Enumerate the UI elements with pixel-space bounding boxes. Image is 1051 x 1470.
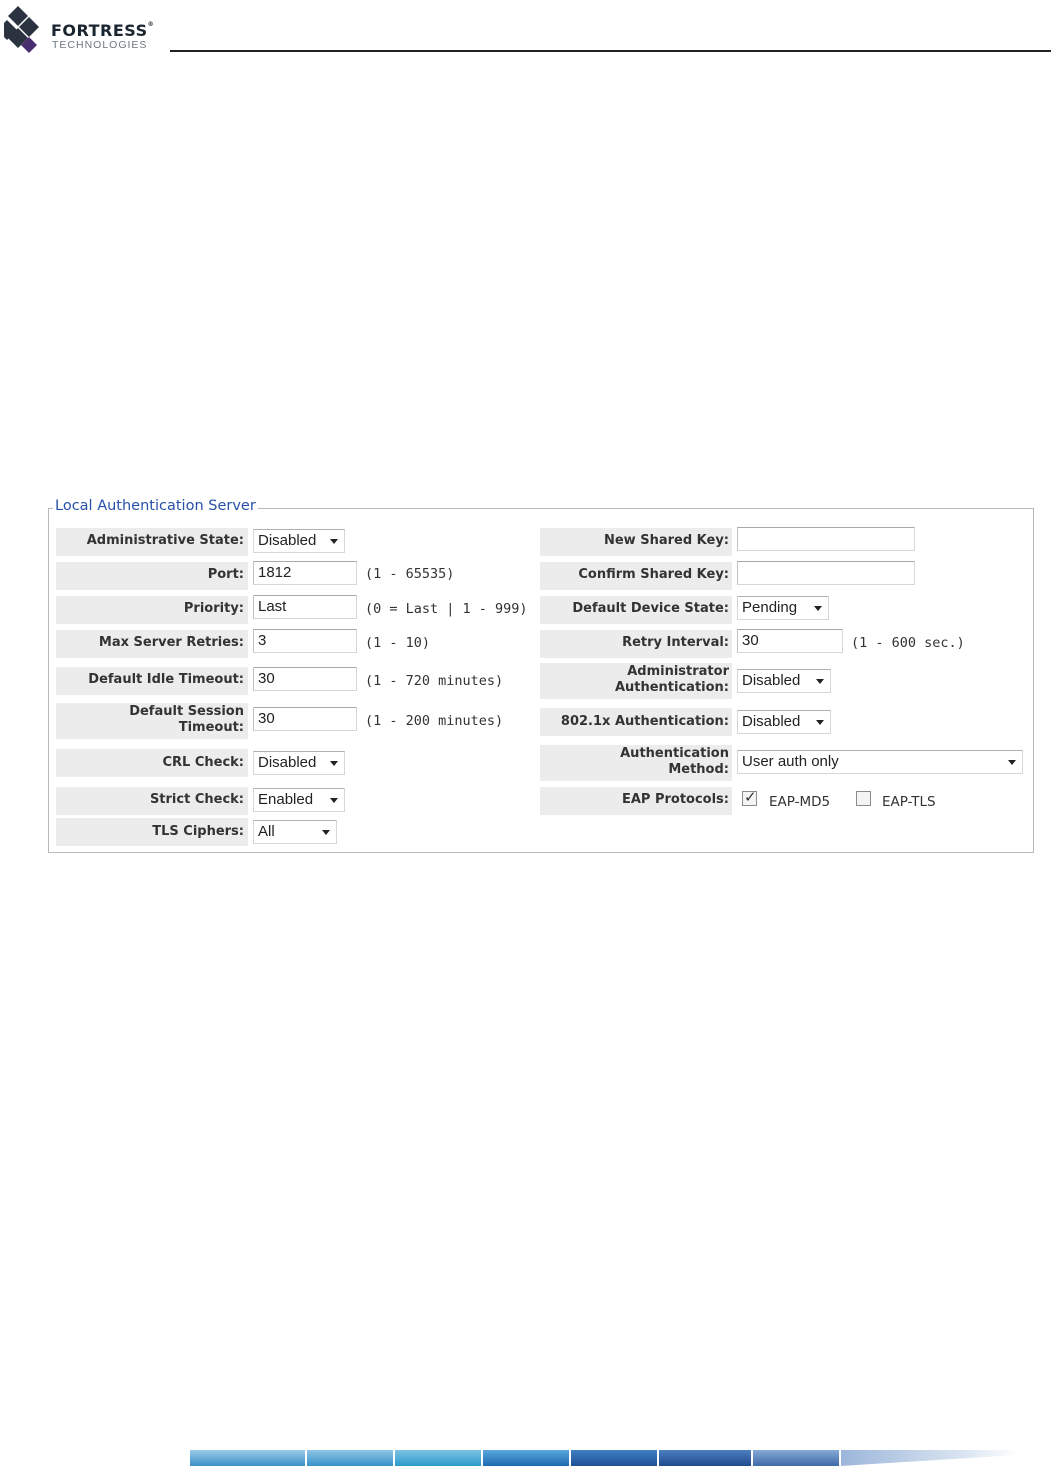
label-default-idle-timeout: Default Idle Timeout: (88, 672, 244, 687)
label-default-device-state: Default Device State: (572, 601, 729, 616)
chevron-down-icon (1008, 760, 1016, 765)
default-device-state-value: Pending (742, 599, 798, 616)
eap-tls-checkbox[interactable] (856, 791, 871, 806)
priority-input[interactable]: Last (253, 595, 357, 619)
confirm-shared-key-input[interactable] (737, 561, 915, 585)
logo-wordmark: FORTRESS® (51, 21, 155, 40)
eap-md5-checkbox[interactable] (742, 791, 757, 806)
authentication-method-select[interactable] (737, 750, 1023, 774)
footer-segment (307, 1450, 393, 1466)
strict-check-select[interactable] (253, 788, 345, 812)
retry-interval-input[interactable]: 30 (737, 629, 843, 653)
label-crl-check: CRL Check: (162, 755, 244, 770)
strict-check-value: Enabled (258, 791, 314, 808)
footer-segment (190, 1450, 305, 1466)
panel-legend: Local Authentication Server (55, 498, 256, 514)
label-eap-protocols: EAP Protocols: (621, 792, 729, 807)
footer-segment (395, 1450, 481, 1466)
chevron-down-icon (322, 830, 330, 835)
port-input[interactable]: 1812 (253, 561, 357, 585)
chevron-down-icon (814, 606, 822, 611)
default-session-timeout-hint: (1 - 200 minutes) (365, 713, 504, 729)
max-server-retries-input[interactable]: 3 (253, 629, 357, 653)
chevron-down-icon (330, 539, 338, 544)
footer-segment (659, 1450, 751, 1466)
label-default-session-timeout: Default Session Timeout: (129, 704, 244, 735)
header-divider (170, 50, 1051, 52)
eap-md5-label: EAP-MD5 (769, 794, 831, 810)
crl-check-value: Disabled (258, 754, 317, 771)
label-port: Port: (207, 567, 244, 582)
new-shared-key-input[interactable] (737, 527, 915, 551)
footer-segment (753, 1450, 839, 1466)
priority-hint: (0 = Last | 1 - 999) (365, 601, 528, 617)
label-max-server-retries: Max Server Retries: (98, 635, 244, 650)
footer-segment (841, 1450, 1020, 1466)
page-header (0, 0, 1051, 60)
administrative-state-select[interactable] (253, 529, 345, 553)
tls-ciphers-select[interactable] (253, 820, 337, 844)
label-new-shared-key: New Shared Key: (603, 533, 729, 548)
label-priority: Priority: (183, 601, 244, 616)
chevron-down-icon (816, 720, 824, 725)
default-idle-timeout-hint: (1 - 720 minutes) (365, 673, 504, 689)
default-device-state-select[interactable] (737, 596, 829, 620)
label-confirm-shared-key: Confirm Shared Key: (578, 567, 729, 582)
authentication-method-value: User auth only (742, 753, 839, 770)
administrator-authentication-value: Disabled (742, 672, 801, 689)
logo-tagline: TECHNOLOGIES (52, 39, 148, 51)
label-retry-interval: Retry Interval: (622, 635, 729, 650)
footer-segment (571, 1450, 657, 1466)
label-administrative-state: Administrative State: (86, 533, 244, 548)
label-strict-check: Strict Check: (149, 792, 244, 807)
default-session-timeout-input[interactable]: 30 (253, 707, 357, 731)
8021x-authentication-select[interactable] (737, 710, 831, 734)
port-hint: (1 - 65535) (365, 566, 455, 582)
eap-tls-label: EAP-TLS (882, 794, 936, 810)
checkmark-icon: ✓ (744, 789, 757, 806)
label-authentication-method: Authentication Method: (620, 746, 729, 777)
chevron-down-icon (330, 798, 338, 803)
label-8021x-authentication: 802.1x Authentication: (560, 714, 729, 729)
footer-segment (483, 1450, 569, 1466)
footer-decorative-bar (190, 1450, 1020, 1466)
label-administrator-authentication: Administrator Authentication: (614, 664, 729, 695)
administrative-state-value: Disabled (258, 532, 317, 549)
max-server-retries-hint: (1 - 10) (365, 635, 431, 651)
label-tls-ciphers: TLS Ciphers: (152, 824, 244, 839)
chevron-down-icon (816, 679, 824, 684)
tls-ciphers-value: All (258, 823, 275, 840)
8021x-authentication-value: Disabled (742, 713, 801, 730)
diamond-logo-icon (4, 4, 50, 60)
retry-interval-hint: (1 - 600 sec.) (851, 635, 965, 651)
administrator-authentication-select[interactable] (737, 669, 831, 693)
chevron-down-icon (330, 761, 338, 766)
default-idle-timeout-input[interactable]: 30 (253, 667, 357, 691)
crl-check-select[interactable] (253, 751, 345, 775)
